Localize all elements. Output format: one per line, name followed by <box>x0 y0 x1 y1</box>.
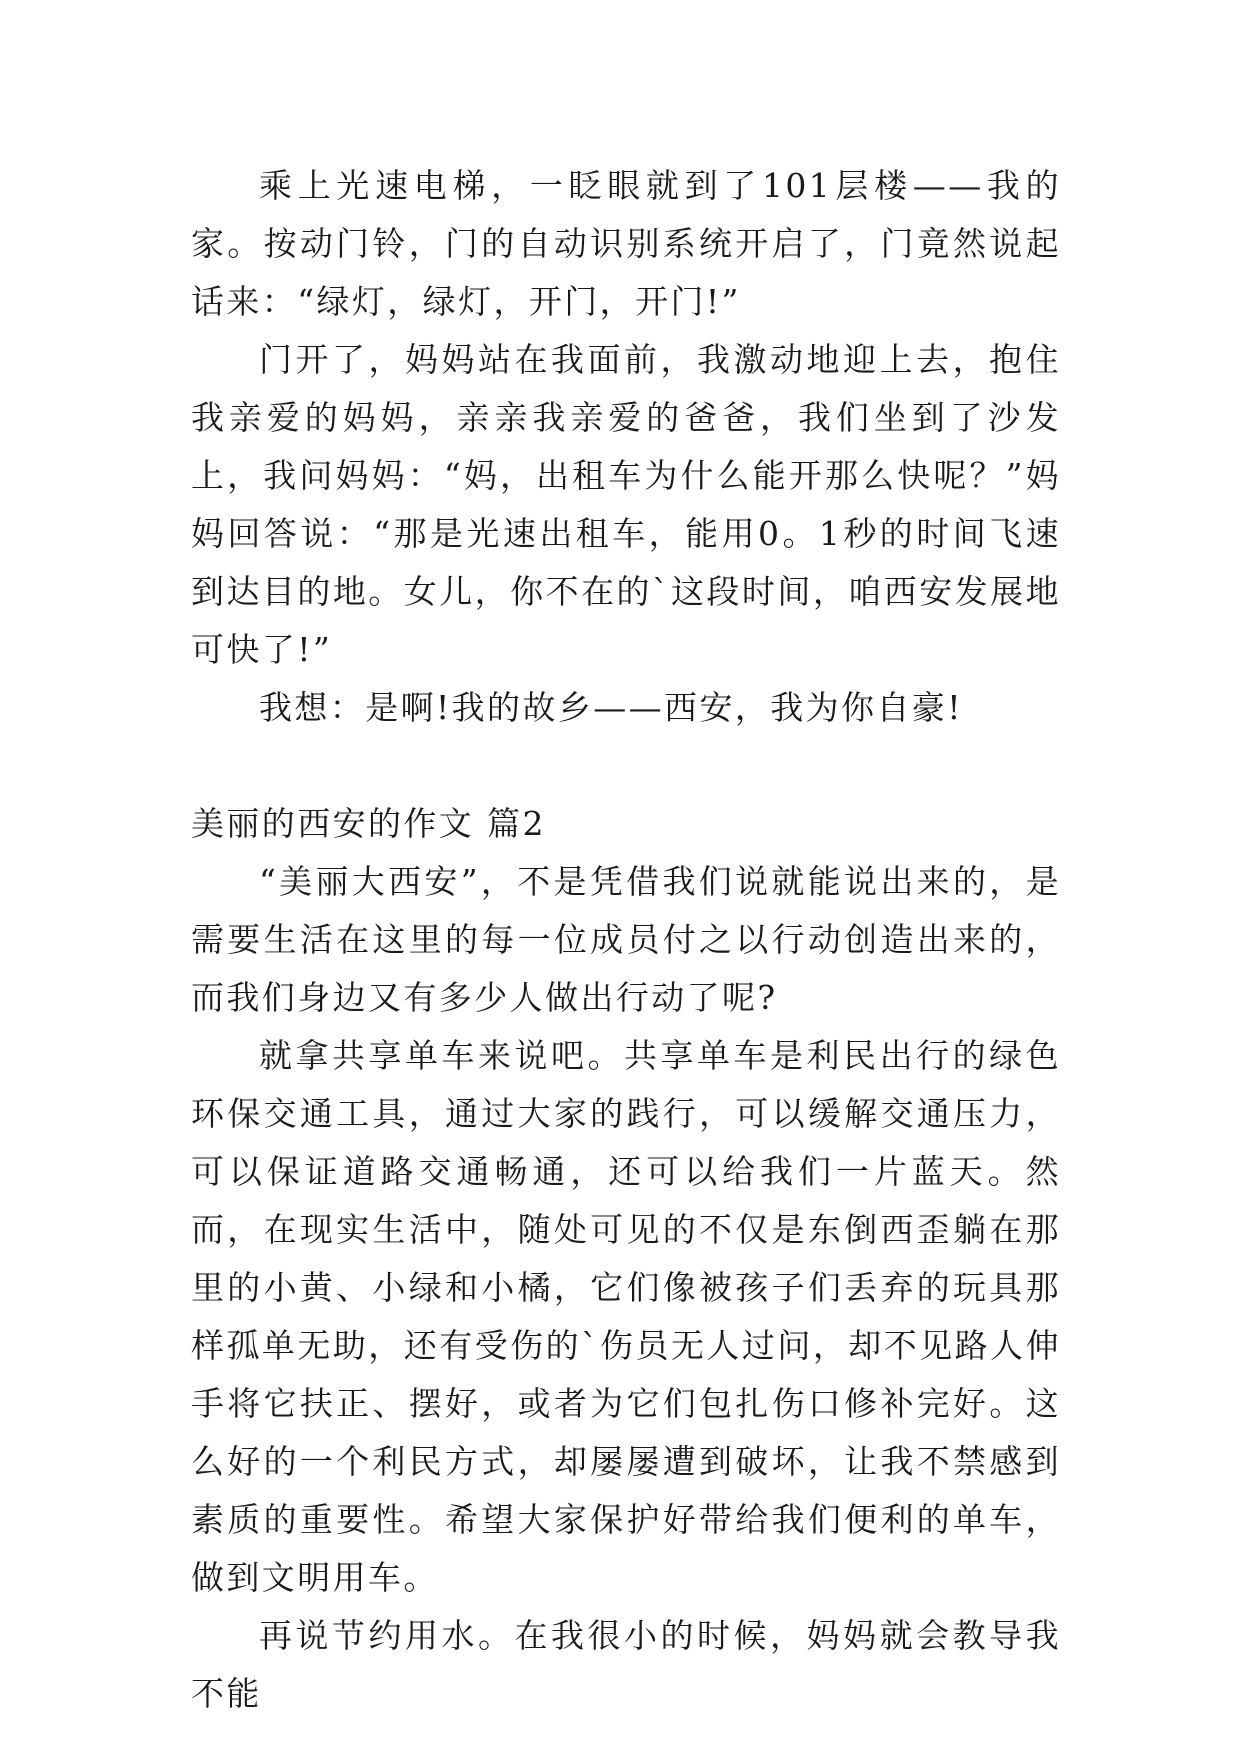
paragraph-mother: 门开了，妈妈站在我面前，我激动地迎上去，抱住我亲爱的妈妈，亲亲我亲爱的爸爸，我们坐到了沙发上，我问妈妈：“妈，出租车为什么能开那么快呢？”妈妈回答说：“那是光速出租车，能用0。1秒的时间飞速到达目的地。女儿，你不在的`这段时间，咱西安发展地可快了!” <box>191 340 1061 669</box>
document-body <box>191 157 1061 1723</box>
paragraph-shared-bikes: 就拿共享单车来说吧。共享单车是利民出行的绿色环保交通工具，通过大家的践行，可以缓解交通压力，可以保证道路交通畅通，还可以给我们一片蓝天。然而，在现实生活中，随处可见的不仅是东倒西歪躺在那里的小黄、小绿和小橘，它们像被孩子们丢弃的玩具那样孤单无助，还有受伤的`伤员无人过问，却不见路人伸手将它扶正、摆好，或者为它们包扎伤口修补完好。这么好的一个利民方式，却屡屡遭到破坏，让我不禁感到素质的重要性。希望大家保护好带给我们便利的单车，做到文明用车。 <box>191 1036 1061 1597</box>
paragraph-elevator: 乘上光速电梯，一眨眼就到了101层楼——我的家。按动门铃，门的自动识别系统开启了，门竟然说起话来：“绿灯，绿灯，开门，开门!” <box>191 166 1061 321</box>
section-heading: 美丽的西安的作文 篇2 <box>191 804 546 843</box>
paragraph-hometown: 我想：是啊!我的故乡——西安，我为你自豪! <box>259 688 963 727</box>
paragraph-beautiful-xian: “美丽大西安”，不是凭借我们说就能说出来的，是需要生活在这里的每一位成员付之以行动创造出来的，而我们身边又有多少人做出行动了呢? <box>191 862 1061 1017</box>
paragraph-water-saving: 再说节约用水。在我很小的时候，妈妈就会教导我不能 <box>191 1616 1061 1713</box>
